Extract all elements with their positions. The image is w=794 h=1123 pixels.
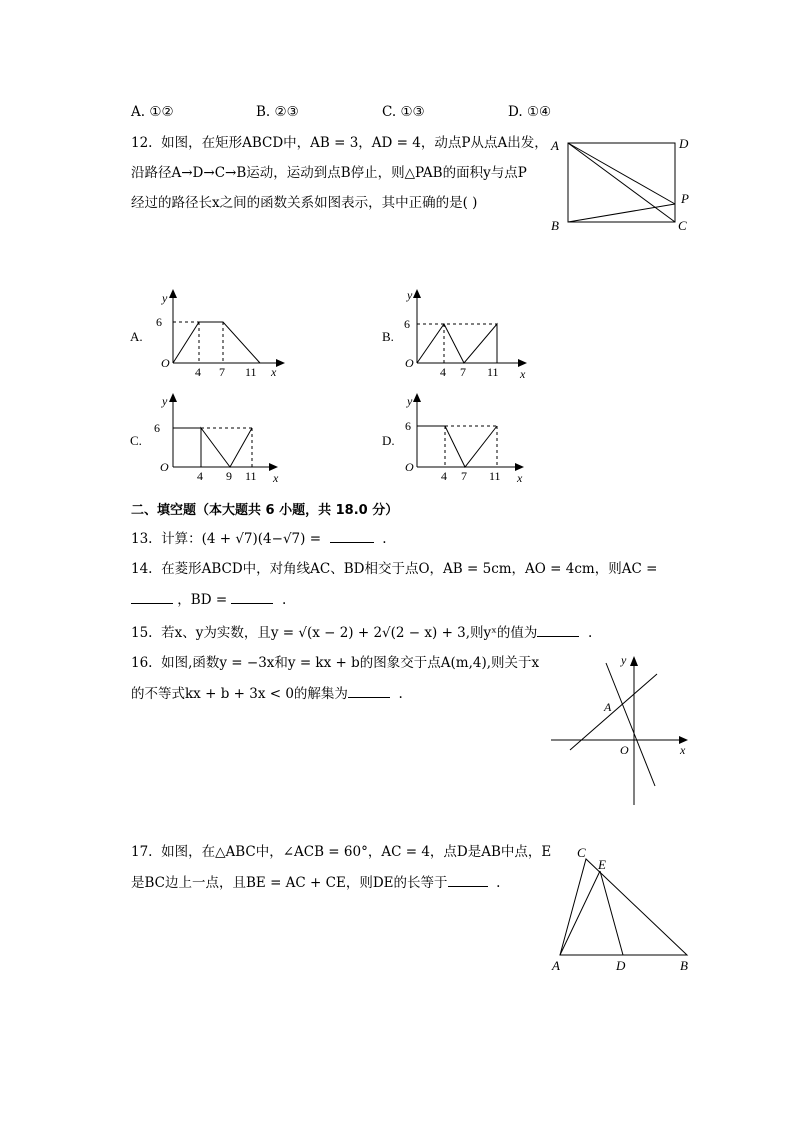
y-arrow [413,393,421,402]
option-value: ①② [149,104,174,120]
label-e: E [598,857,606,872]
x-label: x [273,471,279,485]
x-arrow [269,463,278,471]
graph-line [417,324,497,363]
label-d: D [616,958,626,973]
x-tick-11: 11 [487,365,499,379]
origin-label: O [405,460,414,474]
q11-option-b[interactable] [256,102,299,122]
line-y-neg3x [606,663,655,786]
option-value: ②③ [274,104,299,120]
option-label: B. [382,329,394,344]
option-label: D. [382,433,395,448]
label-y: y [621,653,627,667]
graph-line [173,428,252,467]
triangle-abc [560,859,687,955]
q12-graph-c[interactable] [125,390,295,485]
q15-answer-blank[interactable] [537,622,579,637]
q14-ac-blank[interactable] [131,589,173,604]
q12-line1: 12. 如图，在矩形ABCD中，AB = 3，AD = 4，动点P从点A出发， [131,135,548,151]
q12-text [131,133,548,213]
q14-bd-blank[interactable] [231,589,273,604]
label-b: B [680,958,688,973]
x-label: x [517,471,523,485]
q12-rectangle-figure [545,132,705,237]
option-label: C. [130,433,142,448]
segment-ap [568,143,675,204]
q11-option-a[interactable] [131,102,174,122]
label-a: A [604,700,612,714]
q11-option-d[interactable] [508,102,551,122]
x-arrow [518,359,527,367]
option-value: ①④ [526,104,552,120]
x-tick-7: 7 [219,365,225,379]
q16-line1: 16. 如图,函数y = −3x和y = kx + b的图象交于点A(m,4),则关于x [131,655,540,671]
graph-line [417,426,497,467]
y-label: y [162,394,168,408]
segment-ac [568,143,675,222]
y-value-6: 6 [156,315,162,329]
origin-label: O [405,356,414,370]
q12-line3: 经过的路径长x之间的函数关系如图表示，其中正确的是( ) [131,195,478,211]
q17-answer-blank[interactable] [448,872,488,887]
q14-line1: 14. 在菱形ABCD中，对角线AC、BD相交于点O，AB = 5cm，AO = 4cm，则AC = [131,561,658,577]
x-tick-7: 7 [461,469,467,483]
option-label: D. [508,104,523,120]
x-tick-4: 4 [197,469,203,483]
x-tick-9: 9 [226,469,232,483]
option-label: C. [382,104,397,120]
origin-label: O [160,460,169,474]
x-label: x [520,367,526,381]
line-kx-b [570,674,657,750]
y-value-6: 6 [154,421,160,435]
x-arrow [276,359,285,367]
q12-graph-a[interactable] [125,286,295,381]
q14 [131,559,657,610]
y-arrow [169,393,177,402]
y-arrow [413,289,421,298]
y-label: y [407,288,413,302]
q13: 13. 计算：(4 + √7)(4−√7) = . [131,528,387,549]
x-tick-7: 7 [460,365,466,379]
q17 [131,842,551,893]
q16-line2: 的不等式kx + b + 3x < 0的解集为 . [131,683,539,704]
y-value-6: 6 [405,419,411,433]
q11-option-c[interactable] [382,102,425,122]
x-tick-11: 11 [245,469,257,483]
option-value: ①③ [400,104,425,120]
label-c: C [678,218,687,233]
option-label: A. [131,104,146,120]
option-label: A. [130,329,143,344]
section-title: 二、填空题（本大题共 6 小题，共 18.0 分） [131,503,399,518]
x-tick-4: 4 [441,469,447,483]
label-b: B [551,218,559,233]
q12-graph-d[interactable] [377,390,547,485]
segment-bp [568,204,675,222]
x-tick-11: 11 [245,365,257,379]
label-c: C [577,845,586,860]
q14-line2: ，BD = . [131,589,657,610]
y-label: y [162,291,168,305]
option-label: B. [256,104,271,120]
label-x: x [680,743,686,757]
label-a: A [551,138,559,153]
q17-line1: 17. 如图，在△ABC中，∠ACB = 60°，AC = 4，点D是AB中点，E [131,844,552,860]
label-a: A [552,958,560,973]
graph-line [173,322,260,363]
q12-graph-b[interactable] [377,286,547,381]
label-p: P [681,191,689,206]
x-label: x [271,365,277,379]
label-o: O [620,743,629,757]
q17-line2: 是BC边上一点，且BE = AC + CE，则DE的长等于 . [131,872,551,893]
q16-graph-figure [548,650,698,810]
origin-label: O [161,356,170,370]
q17-triangle-figure [548,842,698,977]
y-label: y [407,394,413,408]
q15: 15. 若x、y为实数，且y = √(x − 2) + 2√(2 − x) + 3,则yˣ的值为 . [131,622,592,643]
label-d: D [679,136,689,151]
q16-answer-blank[interactable] [348,683,390,698]
x-tick-11: 11 [489,469,501,483]
y-arrow [169,289,177,298]
x-arrow [515,463,524,471]
y-arrow [630,656,638,666]
y-value-6: 6 [404,317,410,331]
x-tick-4: 4 [195,365,201,379]
q13-answer-blank[interactable] [330,528,374,543]
q12-line2: 沿路径A→D→C→B运动，运动到点B停止，则△PAB的面积y与点P [131,165,527,181]
x-tick-4: 4 [440,365,446,379]
q16 [131,653,539,704]
segment-ae [560,871,600,955]
